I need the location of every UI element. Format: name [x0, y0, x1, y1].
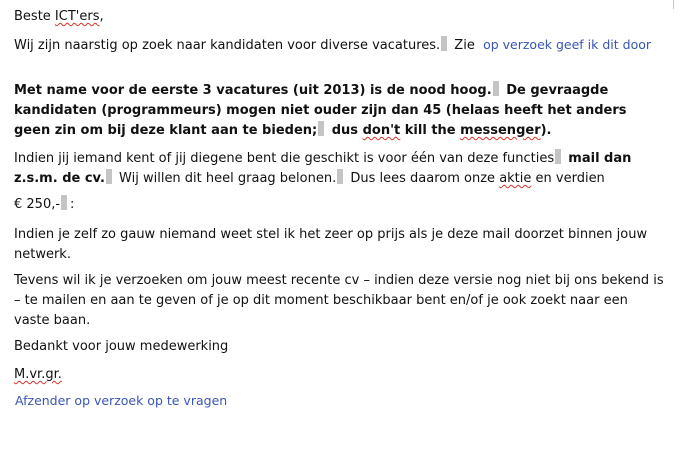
age-requirement: De gevraagde kandidaten (programmeurs) mogen niet ouder zijn dan 45 (helaas heeft het anders geen zin om bij deze klant aan te bieden;: [14, 83, 627, 138]
urgent-sentence: Met name voor de eerste 3 vacatures (uit 2013) is de nood hoog.: [14, 83, 492, 98]
intro-paragraph: [14, 35, 664, 56]
highlight-marker: [318, 121, 324, 136]
highlight-marker: [106, 169, 112, 184]
network-paragraph: Indien je zelf zo gauw niemand weet stel ik het zeer op prijs als je deze mail doorzet binnen jouw netwerk.: [14, 227, 648, 262]
cv-request-paragraph: Tevens wil ik je verzoeken om jouw meest recente cv – indien deze versie nog niet bij ons bekend is – te mailen en aan te geven of je op dit moment beschikbaar bent en/of je ook zoekt naar een vaste baan.: [14, 273, 664, 328]
reward-text: Indien jij iemand kent of jij diegene bent die geschikt is voor één van deze functies: [14, 151, 555, 166]
highlight-marker: [493, 81, 499, 96]
greeting: Beste ICT'ers,: [14, 9, 104, 24]
reward-thanks: Wij willen dit heel graag belonen.: [119, 171, 337, 186]
highlight-marker: [441, 36, 447, 51]
signoff: M.vr.gr.: [14, 367, 62, 382]
greeting-word: ICT'ers: [54, 9, 100, 24]
reward-amount: € 250,- :: [14, 197, 75, 212]
closing-line: Bedankt voor jouw medewerking: [14, 339, 229, 354]
window-edge-marker: [673, 0, 674, 9]
vacancies-link[interactable]: op verzoek geef ik dit door: [483, 37, 651, 52]
mail-cv-instruction: mail dan z.s.m. de cv.: [14, 151, 632, 186]
sender-link[interactable]: Afzender op verzoek op te vragen: [15, 393, 228, 408]
highlight-marker: [337, 169, 343, 184]
highlight-marker: [555, 149, 561, 164]
reward-paragraph: Indien jij iemand kent of jij diegene bent die geschikt is voor één van deze functies mail dan z.s.m. de cv. Wij willen dit heel graag belonen. Dus lees daarom onze aktie en verdien: [14, 151, 632, 186]
urgent-paragraph: Met name voor de eerste 3 vacatures (uit 2013) is de nood hoog. De gevraagde kandidaten (programmeurs) mogen niet ouder zijn dan 45 (helaas heeft het anders geen zin om bij deze klant aan te bieden; dus don't kill the messenger).: [14, 83, 627, 138]
sender-note: [15, 391, 665, 412]
intro-see: Zie: [454, 38, 475, 53]
intro-text: Wij zijn naarstig op zoek naar kandidaten voor diverse vacatures.: [14, 38, 441, 53]
highlight-marker: [61, 195, 67, 210]
amount-value: € 250,-: [14, 197, 61, 212]
